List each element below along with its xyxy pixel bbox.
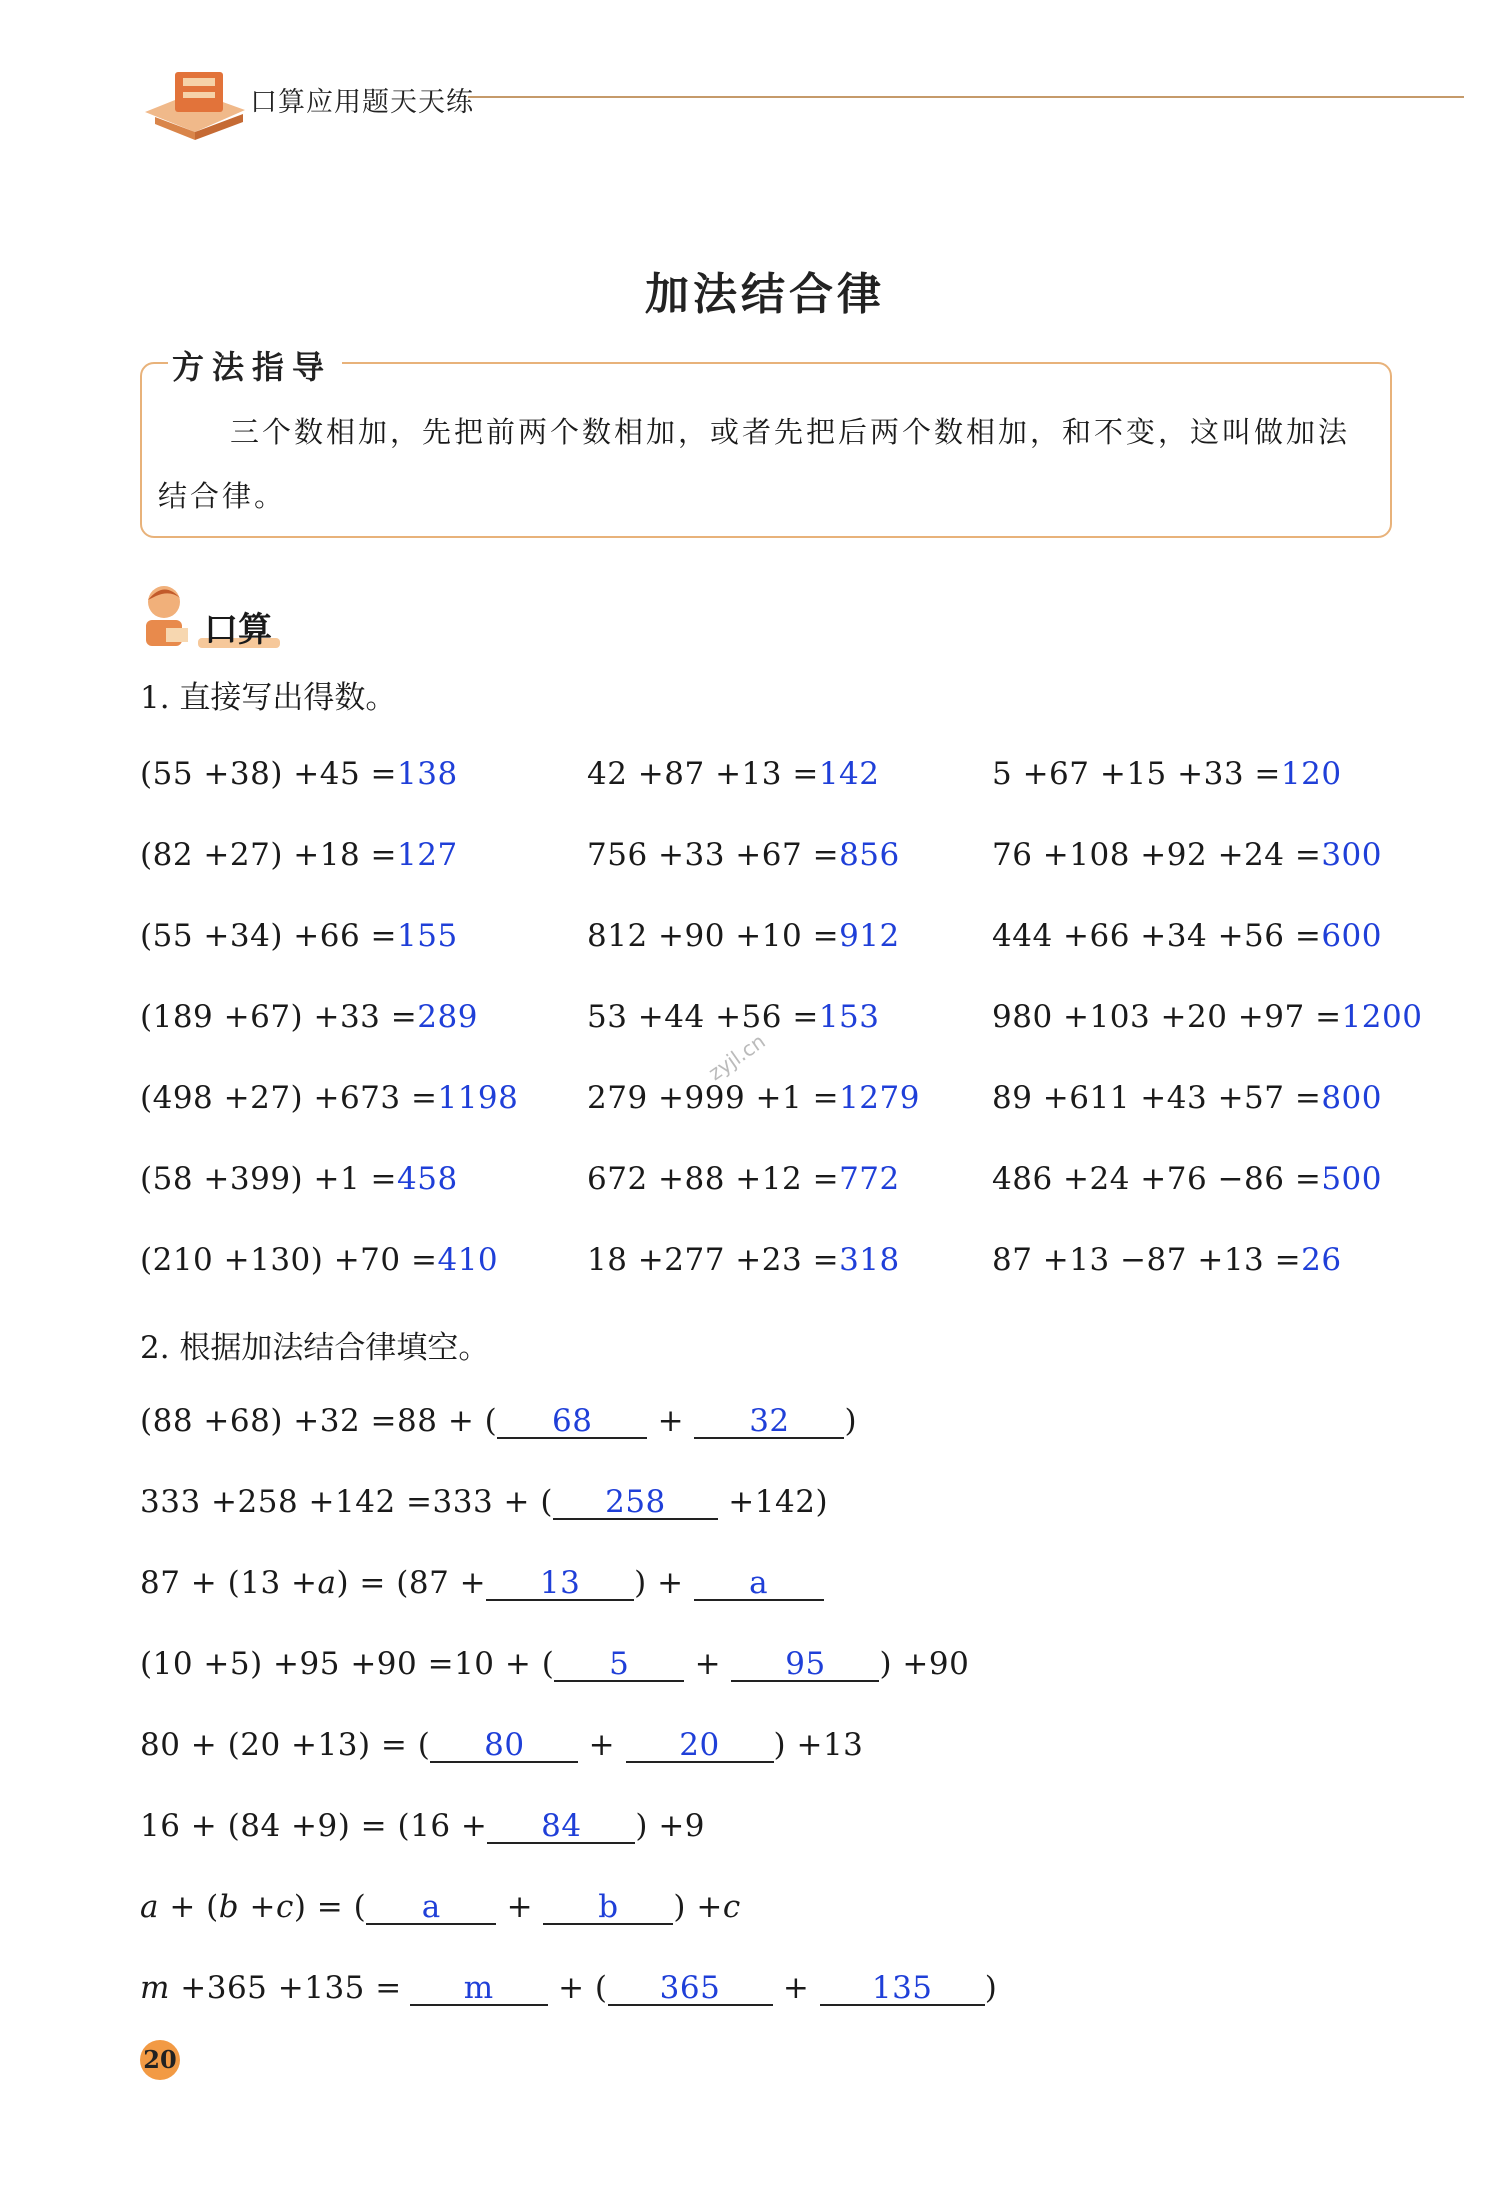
- calc-item: (55 +34) +66 =155: [140, 918, 458, 954]
- answer: 1279: [839, 1080, 920, 1116]
- answer-blank: 5: [554, 1648, 684, 1682]
- question-2-title: 2. 根据加法结合律填空。: [140, 1330, 490, 1366]
- calc-item: 279 +999 +1 =1279: [587, 1080, 920, 1116]
- calc-item: 672 +88 +12 =772: [587, 1161, 900, 1197]
- answer-blank: 20: [626, 1729, 774, 1763]
- answer: 318: [839, 1242, 900, 1278]
- answer-blank: 95: [731, 1648, 879, 1682]
- answer: 138: [397, 756, 458, 792]
- answer: 458: [397, 1161, 458, 1197]
- books-icon: [135, 62, 250, 142]
- calc-item: 89 +611 +43 +57 =800: [992, 1080, 1382, 1116]
- calc-item: (189 +67) +33 =289: [140, 999, 478, 1035]
- calc-item: 76 +108 +92 +24 =300: [992, 837, 1382, 873]
- answer: 120: [1280, 756, 1342, 792]
- answer: 1198: [437, 1080, 519, 1116]
- answer-blank: 258: [553, 1486, 718, 1520]
- answer: 772: [839, 1161, 900, 1197]
- calc-item: (58 +399) +1 =458: [140, 1161, 458, 1197]
- answer-blank: m: [410, 1972, 548, 2006]
- calc-item: 5 +67 +15 +33 =120: [992, 756, 1342, 792]
- calc-item: 87 +13 −87 +13 =26: [992, 1242, 1342, 1278]
- calc-item: 756 +33 +67 =856: [587, 837, 900, 873]
- answer: 600: [1321, 918, 1382, 954]
- calc-item: 53 +44 +56 =153: [587, 999, 880, 1035]
- child-reading-icon: [140, 580, 192, 652]
- answer-blank: a: [694, 1567, 824, 1601]
- answer-blank: 68: [497, 1405, 647, 1439]
- calc-item: 42 +87 +13 =142: [587, 756, 880, 792]
- method-text: 三个数相加，先把前两个数相加，或者先把后两个数相加，和不变，这叫做加法结合律。: [158, 415, 1351, 513]
- answer: 856: [839, 837, 900, 873]
- calc-item: (498 +27) +673 =1198: [140, 1080, 519, 1116]
- calc-item: 980 +103 +20 +97 =1200: [992, 999, 1423, 1035]
- answer-blank: 13: [486, 1567, 634, 1601]
- answer-blank: a: [366, 1891, 496, 1925]
- fill-row: a + (b +c) = ( a + b ) +c: [140, 1889, 741, 1925]
- answer: 800: [1321, 1080, 1382, 1116]
- answer: 155: [397, 918, 458, 954]
- page-title: 加法结合律: [645, 269, 885, 320]
- fill-row: 87 + (13 +a) = (87 + 13 ) + a: [140, 1565, 824, 1601]
- answer: 410: [437, 1242, 499, 1278]
- page-number: 20: [140, 2040, 180, 2080]
- calc-item: 18 +277 +23 =318: [587, 1242, 900, 1278]
- calc-item: (55 +38) +45 =138: [140, 756, 458, 792]
- answer: 153: [818, 999, 880, 1035]
- answer-blank: 80: [430, 1729, 578, 1763]
- watermark: zyjl.cn: [703, 1028, 770, 1086]
- answer-blank: b: [543, 1891, 673, 1925]
- answer: 127: [397, 837, 458, 873]
- answer: 289: [417, 999, 478, 1035]
- fill-row: (10 +5) +95 +90 =10 + ( 5 + 95 ) +90: [140, 1646, 970, 1682]
- answer: 912: [839, 918, 900, 954]
- fill-row: 333 +258 +142 =333 + ( 258 +142): [140, 1484, 829, 1520]
- answer-blank: 365: [608, 1972, 773, 2006]
- calc-item: (210 +130) +70 =410: [140, 1242, 499, 1278]
- section-label: 口算: [204, 610, 272, 650]
- answer-blank: 32: [694, 1405, 844, 1439]
- answer: 300: [1321, 837, 1382, 873]
- fill-row: 16 + (84 +9) = (16 + 84 ) +9: [140, 1808, 706, 1844]
- fill-row: m +365 +135 = m + ( 365 + 135 ): [140, 1970, 998, 2006]
- answer-blank: 135: [820, 1972, 985, 2006]
- question-1-title: 1. 直接写出得数。: [140, 680, 397, 716]
- fill-row: 80 + (20 +13) = ( 80 + 20 ) +13: [140, 1727, 864, 1763]
- answer: 26: [1301, 1242, 1342, 1278]
- calc-item: 812 +90 +10 =912: [587, 918, 900, 954]
- calc-item: 444 +66 +34 +56 =600: [992, 918, 1382, 954]
- answer-blank: 84: [487, 1810, 635, 1844]
- answer: 500: [1321, 1161, 1382, 1197]
- answer: 142: [818, 756, 880, 792]
- method-label: 方法指导: [168, 342, 342, 388]
- header-rule: [468, 96, 1464, 98]
- fill-row: (88 +68) +32 =88 + ( 68 + 32 ): [140, 1403, 858, 1439]
- header-title: 口算应用题天天练: [250, 87, 474, 118]
- answer: 1200: [1341, 999, 1423, 1035]
- calc-item: (82 +27) +18 =127: [140, 837, 458, 873]
- calc-item: 486 +24 +76 −86 =500: [992, 1161, 1382, 1197]
